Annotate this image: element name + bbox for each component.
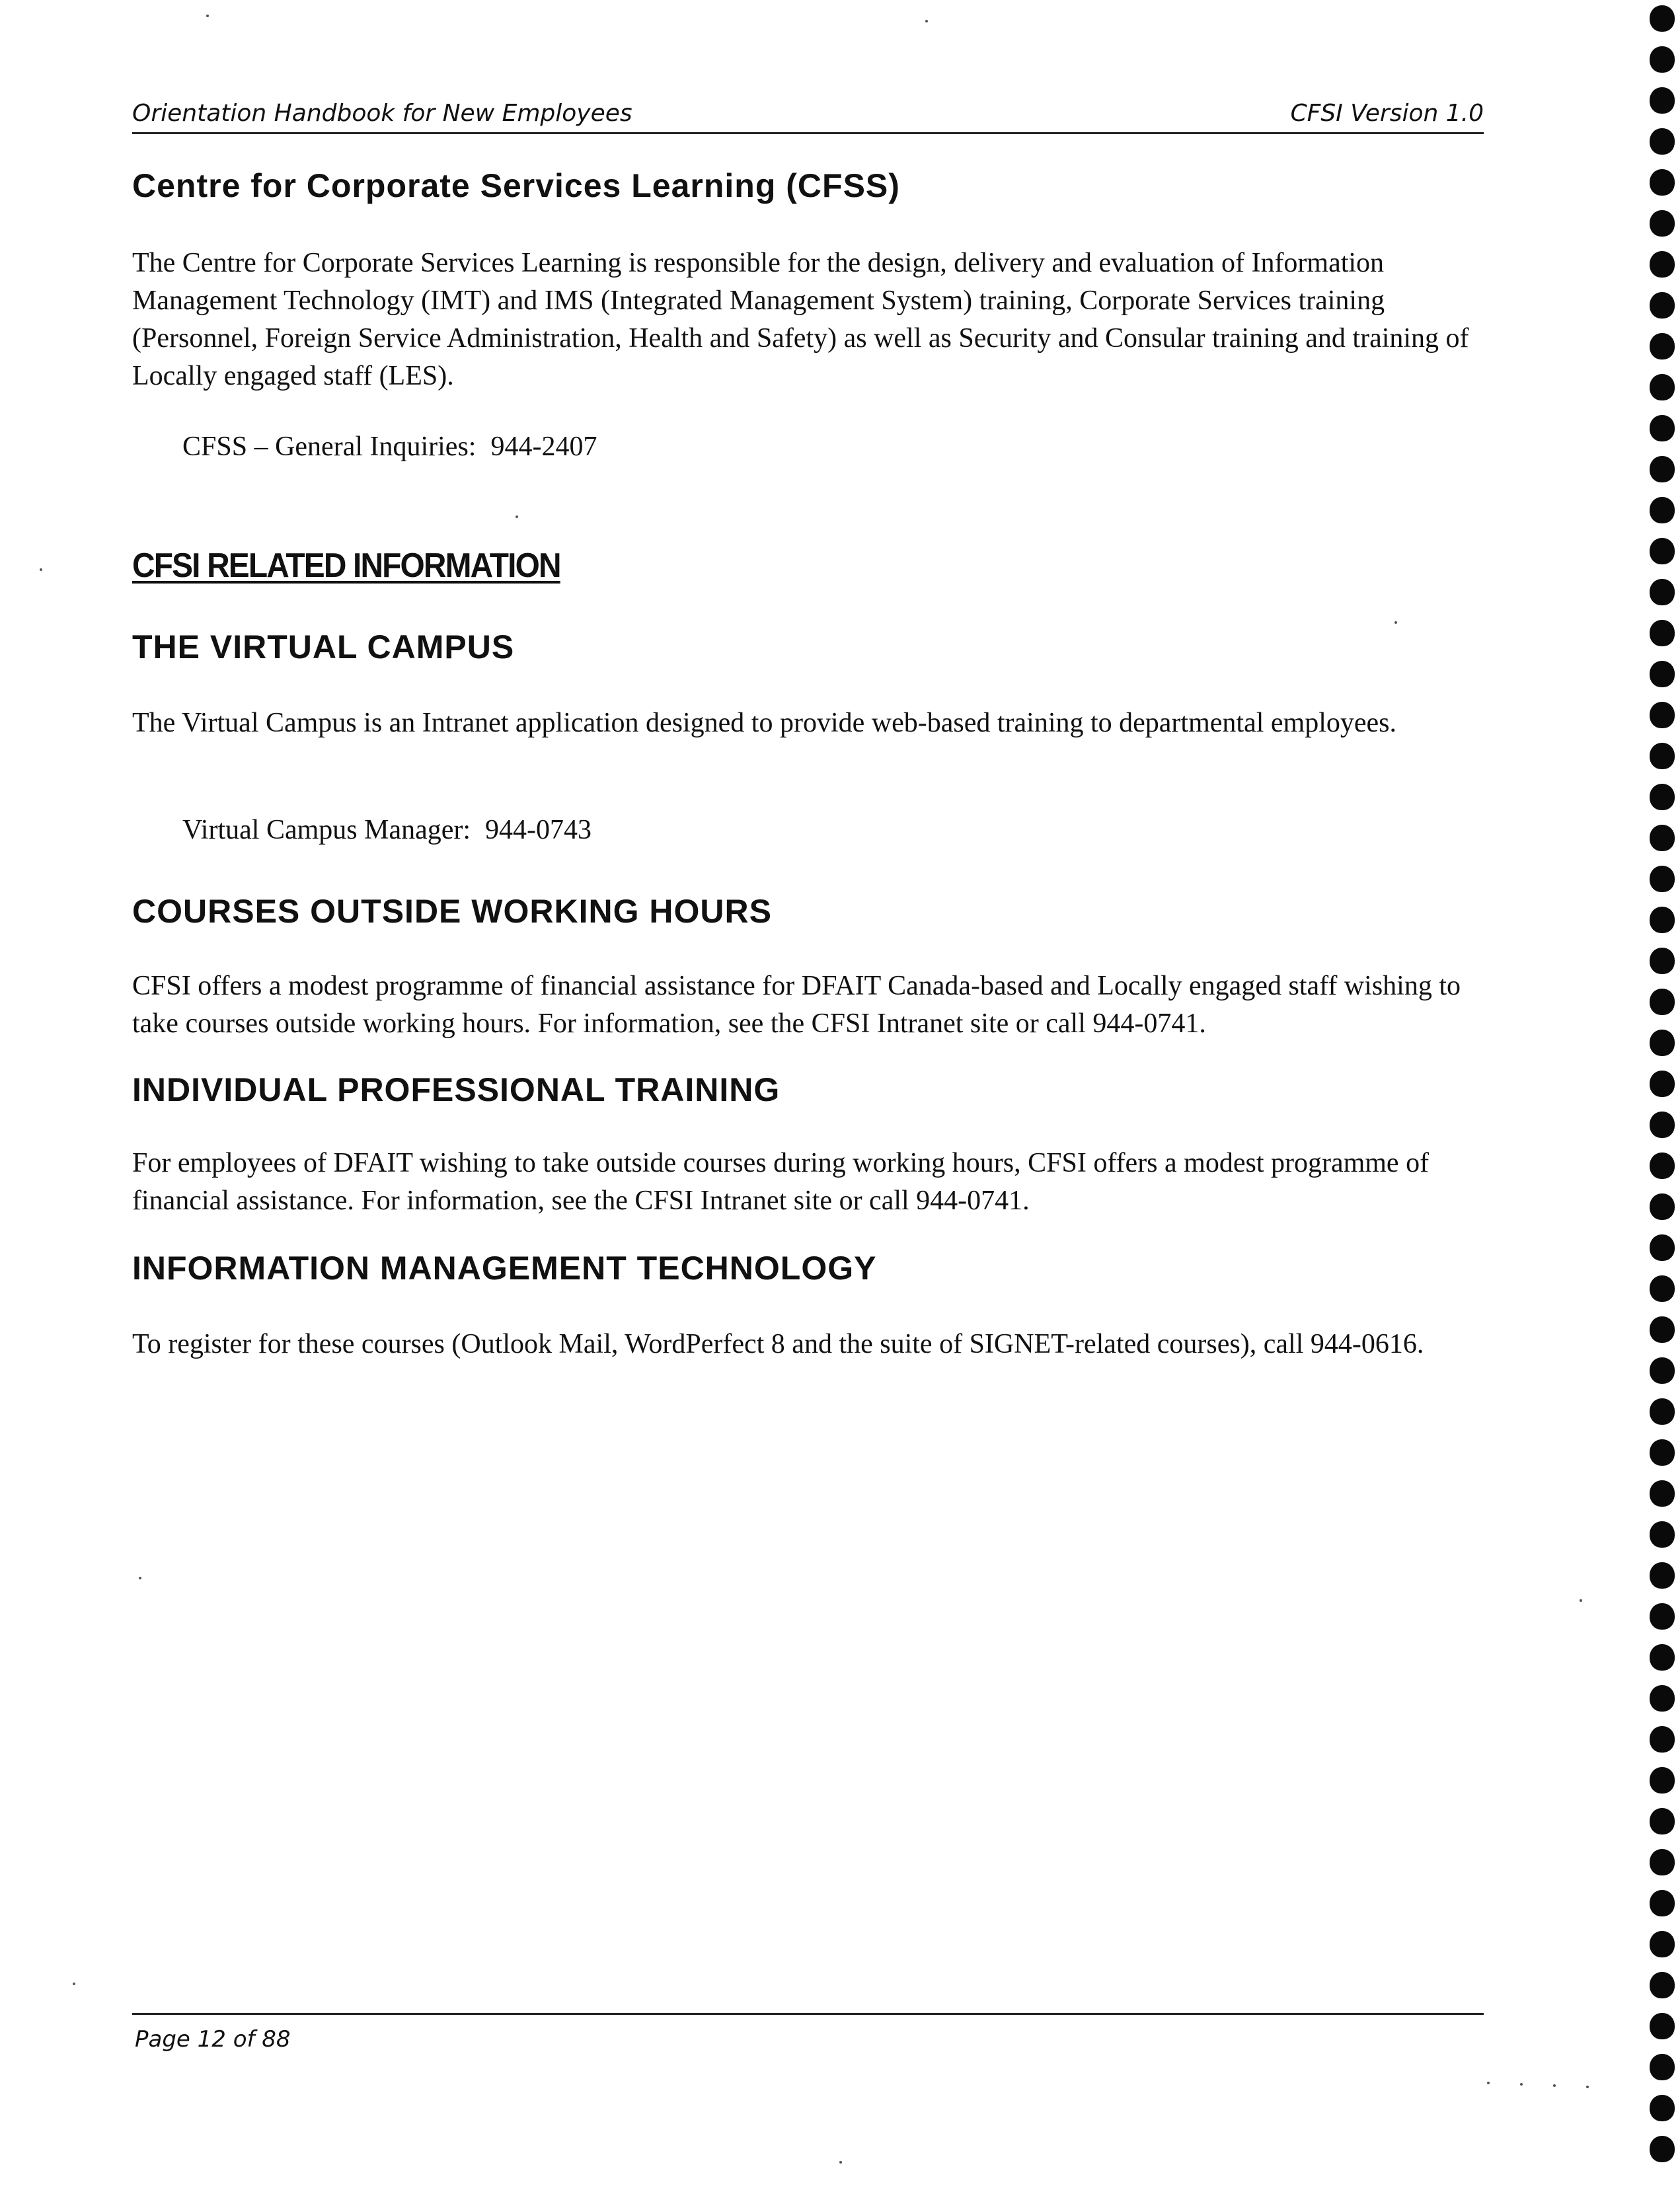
contact-label: CFSS – General Inquiries: (182, 432, 477, 462)
contact-phone: 944-0743 (485, 815, 592, 845)
binding-hole (1650, 2136, 1675, 2162)
binding-hole (1650, 1521, 1675, 1548)
binding-hole (1650, 46, 1675, 73)
scan-speck (1394, 621, 1397, 624)
running-header (132, 93, 1484, 134)
binding-hole (1650, 1153, 1675, 1179)
binding-hole (1650, 1275, 1675, 1302)
individual-training-heading: INDIVIDUAL PROFESSIONAL TRAINING (132, 1071, 781, 1108)
binding-hole (1650, 87, 1675, 114)
binding-hole (1650, 1644, 1675, 1671)
binding-hole (1650, 620, 1675, 646)
binding-hole (1650, 1234, 1675, 1261)
binding-hole (1650, 1890, 1675, 1916)
binding-hole (1650, 743, 1675, 769)
binding-hole (1650, 2095, 1675, 2121)
binding-hole (1650, 210, 1675, 237)
binding-hole (1650, 1357, 1675, 1384)
binding-hole (1650, 661, 1675, 687)
page-number: Page 12 of 88 (135, 2026, 291, 2053)
binding-hole (1650, 1398, 1675, 1425)
cfss-heading: Centre for Corporate Services Learning (CFSS) (132, 167, 900, 204)
scan-speck (40, 568, 42, 571)
contact-label: Virtual Campus Manager: (182, 815, 471, 845)
binding-hole (1650, 2054, 1675, 2080)
scan-speck (1580, 1599, 1582, 1602)
binding-hole (1650, 579, 1675, 605)
footer-rule (132, 2013, 1484, 2015)
scan-speck (515, 515, 518, 518)
scan-speck (1520, 2083, 1523, 2086)
scan-speck (1487, 2082, 1490, 2084)
binding-hole (1650, 1562, 1675, 1589)
binding-hole (1650, 1767, 1675, 1794)
binding-hole (1650, 497, 1675, 523)
virtual-campus-body: The Virtual Campus is an Intranet application designed to provide web-based training to departmental employees. (132, 708, 1396, 738)
binding-hole (1650, 251, 1675, 278)
virtual-campus-contact (182, 814, 592, 846)
binding-hole (1650, 825, 1675, 851)
binding-hole (1650, 292, 1675, 319)
binding-hole (1650, 1849, 1675, 1875)
binding-hole (1650, 702, 1675, 728)
binding-hole (1650, 1112, 1675, 1138)
header-version: CFSI Version 1.0 (1290, 100, 1484, 127)
binding-hole (1650, 333, 1675, 359)
binding-hole (1650, 784, 1675, 810)
binding-hole (1650, 128, 1675, 155)
scan-speck (839, 2161, 842, 2164)
binding-hole (1650, 2013, 1675, 2039)
binding-hole (1650, 1603, 1675, 1630)
binding-hole (1650, 1030, 1675, 1056)
spiral-binding (1646, 0, 1680, 2192)
imt-heading: INFORMATION MANAGEMENT TECHNOLOGY (132, 1250, 877, 1287)
section-title: CFSI RELATED INFORMATION (132, 547, 560, 585)
scan-speck (1586, 2086, 1589, 2088)
binding-hole (1650, 1071, 1675, 1097)
binding-hole (1650, 907, 1675, 933)
binding-hole (1650, 948, 1675, 974)
binding-hole (1650, 374, 1675, 400)
binding-hole (1650, 1685, 1675, 1712)
binding-hole (1650, 866, 1675, 892)
binding-hole (1650, 5, 1675, 32)
binding-hole (1650, 1439, 1675, 1466)
scan-speck (925, 20, 928, 22)
scan-speck (206, 15, 209, 17)
scan-speck (139, 1577, 141, 1579)
courses-outside-heading: COURSES OUTSIDE WORKING HOURS (132, 893, 772, 930)
virtual-campus-heading: THE VIRTUAL CAMPUS (132, 628, 515, 665)
scan-speck (73, 1983, 75, 1985)
binding-hole (1650, 456, 1675, 482)
courses-outside-body: CFSI offers a modest programme of financial assistance for DFAIT Canada-based and Locally engaged staff wishing to take courses outside working hours. For information, see the CFSI Intranet site or call 944-0741. (132, 971, 1461, 1039)
binding-hole (1650, 989, 1675, 1015)
binding-hole (1650, 1808, 1675, 1834)
binding-hole (1650, 1316, 1675, 1343)
binding-hole (1650, 1480, 1675, 1507)
binding-hole (1650, 538, 1675, 564)
header-title: Orientation Handbook for New Employees (132, 100, 632, 127)
scan-speck (1553, 2084, 1556, 2087)
imt-body: To register for these courses (Outlook Mail, WordPerfect 8 and the suite of SIGNET-related courses), call 944-0616. (132, 1329, 1424, 1359)
binding-hole (1650, 1931, 1675, 1957)
binding-hole (1650, 169, 1675, 196)
contact-phone: 944-2407 (490, 432, 597, 462)
binding-hole (1650, 415, 1675, 441)
individual-training-body: For employees of DFAIT wishing to take outside courses during working hours, CFSI offers a modest programme of financial assistance. For information, see the CFSI Intranet site or call 944-0741. (132, 1148, 1430, 1216)
cfss-body: The Centre for Corporate Services Learning is responsible for the design, delivery and evaluation of Information Management Technology (IMT) and IMS (Integrated Management System) training, Corporate Services training (Personnel, Foreign Service Administration, Health and Safety) as well as Security and Consular training and training of Locally engaged staff (LES). (132, 248, 1469, 391)
cfss-contact (182, 431, 597, 463)
binding-hole (1650, 1726, 1675, 1753)
binding-hole (1650, 1972, 1675, 1998)
binding-hole (1650, 1193, 1675, 1220)
